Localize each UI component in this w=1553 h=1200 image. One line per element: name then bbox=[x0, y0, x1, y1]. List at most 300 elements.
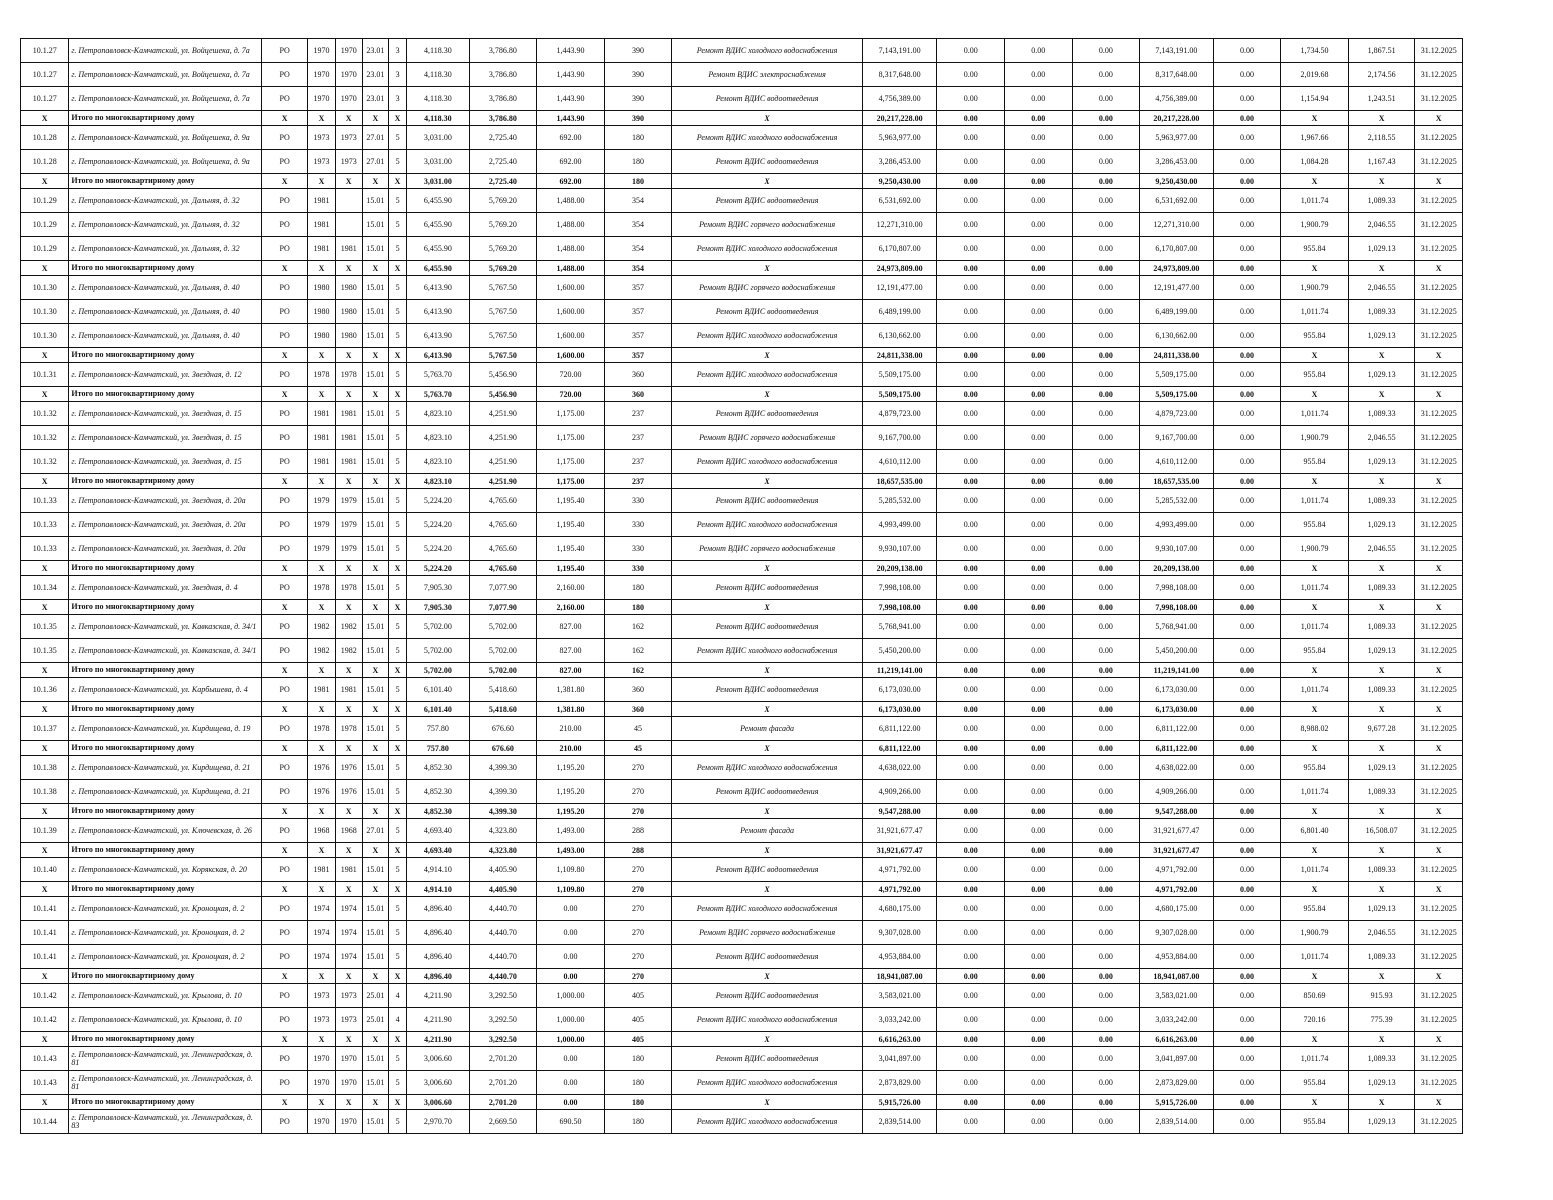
cell-work-type: Ремонт ВДИС водоотведения bbox=[672, 489, 863, 513]
cell-total-area: 5,224.20 bbox=[407, 561, 470, 576]
cell-floors: 4 bbox=[389, 984, 407, 1008]
cell-total-cost: 12,271,310.00 bbox=[862, 213, 937, 237]
cell-municipal-funds: 0.00 bbox=[1072, 489, 1140, 513]
cell-regional-funds: 0.00 bbox=[1005, 348, 1073, 363]
cell-owners-funds: 5,963,977.00 bbox=[1140, 126, 1214, 150]
cell-owner-method: РО bbox=[261, 678, 307, 702]
cell-completion-date: 31.12.2025 bbox=[1415, 984, 1463, 1008]
cell-nonresidential-area: 1,195.40 bbox=[537, 513, 605, 537]
cell-owners-funds: 20,209,138.00 bbox=[1140, 561, 1214, 576]
cell-work-type: X bbox=[672, 702, 863, 717]
cell-federal-funds: 0.00 bbox=[937, 843, 1005, 858]
cell-address: г. Петропавловск-Камчатский, ул. Звездная, д. 4 bbox=[69, 576, 262, 600]
cell-nonresidential-area: 1,600.00 bbox=[537, 324, 605, 348]
table-row bbox=[21, 363, 1463, 387]
table-row bbox=[21, 189, 1463, 213]
cell-unit-cost: 1,011.74 bbox=[1281, 189, 1349, 213]
cell-residential-area: 4,440.70 bbox=[469, 921, 537, 945]
cell-residential-area: 4,251.90 bbox=[469, 402, 537, 426]
cell-repair-deadline: 15.01 bbox=[362, 615, 388, 639]
cell-completion-date: X bbox=[1415, 600, 1463, 615]
cell-owners-funds: 6,811,122.00 bbox=[1140, 717, 1214, 741]
cell-address: Итого по многоквартирному дому bbox=[69, 348, 262, 363]
cell-address: г. Петропавловск-Камчатский, ул. Войцешека, д. 7а bbox=[69, 87, 262, 111]
table-row bbox=[21, 150, 1463, 174]
cell-work-type: Ремонт ВДИС горячего водоснабжения bbox=[672, 537, 863, 561]
cell-regional-funds: 0.00 bbox=[1005, 387, 1073, 402]
table-row bbox=[21, 126, 1463, 150]
cell-owners-funds: 2,873,829.00 bbox=[1140, 1071, 1214, 1095]
cell-owner-method: X bbox=[261, 1032, 307, 1047]
cell-work-type: X bbox=[672, 969, 863, 984]
cell-row-number: 10.1.28 bbox=[21, 150, 69, 174]
cell-other-funds: 0.00 bbox=[1213, 537, 1281, 561]
cell-owner-method: РО bbox=[261, 1110, 307, 1134]
cell-address: г. Петропавловск-Камчатский, ул. Ленинградская, д. 81 bbox=[69, 1047, 262, 1071]
cell-owners-funds: 3,583,021.00 bbox=[1140, 984, 1214, 1008]
cell-total-area: 6,455.90 bbox=[407, 189, 470, 213]
cell-municipal-funds: 0.00 bbox=[1072, 1071, 1140, 1095]
cell-floors: 5 bbox=[389, 237, 407, 261]
cell-residents-count: 360 bbox=[604, 387, 672, 402]
cell-year-commissioned: 1979 bbox=[335, 513, 362, 537]
cell-other-funds: 0.00 bbox=[1213, 1071, 1281, 1095]
cell-unit-cost: 1,084.28 bbox=[1281, 150, 1349, 174]
house-total-row bbox=[21, 474, 1463, 489]
cell-year-built: 1976 bbox=[308, 780, 335, 804]
cell-municipal-funds: 0.00 bbox=[1072, 348, 1140, 363]
cell-unit-cost: 1,900.79 bbox=[1281, 213, 1349, 237]
cell-residents-count: 270 bbox=[604, 780, 672, 804]
cell-completion-date: 31.12.2025 bbox=[1415, 237, 1463, 261]
cell-owner-method: РО bbox=[261, 921, 307, 945]
cell-other-funds: 0.00 bbox=[1213, 276, 1281, 300]
cell-residential-area: 7,077.90 bbox=[469, 600, 537, 615]
cell-federal-funds: 0.00 bbox=[937, 39, 1005, 63]
cell-total-cost: 6,489,199.00 bbox=[862, 300, 937, 324]
cell-municipal-funds: 0.00 bbox=[1072, 702, 1140, 717]
cell-total-area: 757.80 bbox=[407, 717, 470, 741]
cell-other-funds: 0.00 bbox=[1213, 513, 1281, 537]
cell-residential-area: 4,405.90 bbox=[469, 858, 537, 882]
house-total-row bbox=[21, 843, 1463, 858]
cell-year-commissioned: 1970 bbox=[335, 63, 362, 87]
cell-residents-count: 270 bbox=[604, 897, 672, 921]
cell-row-number: 10.1.30 bbox=[21, 276, 69, 300]
table-row bbox=[21, 639, 1463, 663]
cell-unit-cost: 1,900.79 bbox=[1281, 426, 1349, 450]
cell-residential-area: 4,323.80 bbox=[469, 819, 537, 843]
cell-max-unit-cost: 1,089.33 bbox=[1348, 945, 1415, 969]
cell-total-area: 4,896.40 bbox=[407, 897, 470, 921]
cell-federal-funds: 0.00 bbox=[937, 819, 1005, 843]
cell-year-built: 1981 bbox=[308, 402, 335, 426]
cell-nonresidential-area: 1,443.90 bbox=[537, 87, 605, 111]
cell-completion-date: 31.12.2025 bbox=[1415, 717, 1463, 741]
cell-regional-funds: 0.00 bbox=[1005, 39, 1073, 63]
cell-other-funds: 0.00 bbox=[1213, 561, 1281, 576]
cell-other-funds: 0.00 bbox=[1213, 945, 1281, 969]
cell-repair-deadline: X bbox=[362, 882, 388, 897]
cell-federal-funds: 0.00 bbox=[937, 1008, 1005, 1032]
cell-repair-deadline: 15.01 bbox=[362, 858, 388, 882]
cell-residents-count: 270 bbox=[604, 882, 672, 897]
cell-max-unit-cost: X bbox=[1348, 804, 1415, 819]
cell-owners-funds: 31,921,677.47 bbox=[1140, 819, 1214, 843]
cell-row-number: X bbox=[21, 111, 69, 126]
cell-total-area: 7,905.30 bbox=[407, 600, 470, 615]
cell-year-built: 1979 bbox=[308, 489, 335, 513]
cell-repair-deadline: X bbox=[362, 663, 388, 678]
cell-owner-method: X bbox=[261, 663, 307, 678]
cell-residents-count: 180 bbox=[604, 600, 672, 615]
cell-floors: 5 bbox=[389, 1071, 407, 1095]
table-row bbox=[21, 426, 1463, 450]
cell-residents-count: 180 bbox=[604, 1110, 672, 1134]
cell-regional-funds: 0.00 bbox=[1005, 261, 1073, 276]
cell-work-type: Ремонт ВДИС водоотведения bbox=[672, 87, 863, 111]
cell-total-cost: 9,930,107.00 bbox=[862, 537, 937, 561]
cell-other-funds: 0.00 bbox=[1213, 63, 1281, 87]
table-row bbox=[21, 1071, 1463, 1095]
cell-nonresidential-area: 1,381.80 bbox=[537, 702, 605, 717]
cell-year-commissioned: 1981 bbox=[335, 678, 362, 702]
cell-max-unit-cost: 1,167.43 bbox=[1348, 150, 1415, 174]
cell-work-type: X bbox=[672, 804, 863, 819]
cell-federal-funds: 0.00 bbox=[937, 213, 1005, 237]
cell-residents-count: 360 bbox=[604, 363, 672, 387]
cell-total-cost: 6,531,692.00 bbox=[862, 189, 937, 213]
cell-work-type: X bbox=[672, 561, 863, 576]
cell-other-funds: 0.00 bbox=[1213, 702, 1281, 717]
cell-federal-funds: 0.00 bbox=[937, 639, 1005, 663]
cell-floors: X bbox=[389, 702, 407, 717]
cell-regional-funds: 0.00 bbox=[1005, 363, 1073, 387]
cell-address: г. Петропавловск-Камчатский, ул. Войцешека, д. 7а bbox=[69, 63, 262, 87]
cell-residential-area: 5,456.90 bbox=[469, 387, 537, 402]
cell-owners-funds: 6,616,263.00 bbox=[1140, 1032, 1214, 1047]
cell-repair-deadline: X bbox=[362, 348, 388, 363]
cell-regional-funds: 0.00 bbox=[1005, 561, 1073, 576]
cell-total-cost: 3,286,453.00 bbox=[862, 150, 937, 174]
house-total-row bbox=[21, 561, 1463, 576]
cell-year-commissioned: 1980 bbox=[335, 276, 362, 300]
cell-unit-cost: 955.84 bbox=[1281, 324, 1349, 348]
cell-total-area: 4,852.30 bbox=[407, 780, 470, 804]
cell-residents-count: 237 bbox=[604, 474, 672, 489]
cell-work-type: X bbox=[672, 663, 863, 678]
cell-year-built: X bbox=[308, 1032, 335, 1047]
cell-unit-cost: 1,900.79 bbox=[1281, 537, 1349, 561]
cell-unit-cost: 1,011.74 bbox=[1281, 858, 1349, 882]
cell-repair-deadline: 15.01 bbox=[362, 489, 388, 513]
cell-completion-date: 31.12.2025 bbox=[1415, 921, 1463, 945]
cell-other-funds: 0.00 bbox=[1213, 1110, 1281, 1134]
cell-regional-funds: 0.00 bbox=[1005, 150, 1073, 174]
cell-year-commissioned bbox=[335, 213, 362, 237]
cell-regional-funds: 0.00 bbox=[1005, 702, 1073, 717]
cell-year-commissioned: X bbox=[335, 663, 362, 678]
cell-floors: 5 bbox=[389, 489, 407, 513]
cell-work-type: Ремонт ВДИС холодного водоснабжения bbox=[672, 897, 863, 921]
table-row bbox=[21, 984, 1463, 1008]
cell-completion-date: 31.12.2025 bbox=[1415, 858, 1463, 882]
cell-floors: 5 bbox=[389, 717, 407, 741]
cell-residents-count: 180 bbox=[604, 126, 672, 150]
cell-total-cost: 9,250,430.00 bbox=[862, 174, 937, 189]
table-row bbox=[21, 87, 1463, 111]
cell-owner-method: X bbox=[261, 387, 307, 402]
cell-year-commissioned: 1976 bbox=[335, 780, 362, 804]
cell-repair-deadline: X bbox=[362, 261, 388, 276]
cell-floors: 5 bbox=[389, 780, 407, 804]
cell-total-area: 6,101.40 bbox=[407, 702, 470, 717]
house-total-row bbox=[21, 741, 1463, 756]
cell-regional-funds: 0.00 bbox=[1005, 1071, 1073, 1095]
cell-work-type: X bbox=[672, 474, 863, 489]
cell-owners-funds: 4,971,792.00 bbox=[1140, 882, 1214, 897]
cell-federal-funds: 0.00 bbox=[937, 741, 1005, 756]
cell-regional-funds: 0.00 bbox=[1005, 213, 1073, 237]
cell-regional-funds: 0.00 bbox=[1005, 678, 1073, 702]
cell-unit-cost: 1,011.74 bbox=[1281, 489, 1349, 513]
cell-residential-area: 3,786.80 bbox=[469, 39, 537, 63]
cell-year-built: 1974 bbox=[308, 921, 335, 945]
cell-work-type: Ремонт ВДИС водоотведения bbox=[672, 150, 863, 174]
cell-residential-area: 3,292.50 bbox=[469, 1008, 537, 1032]
cell-total-area: 4,823.10 bbox=[407, 450, 470, 474]
cell-year-commissioned: 1978 bbox=[335, 717, 362, 741]
cell-regional-funds: 0.00 bbox=[1005, 1047, 1073, 1071]
cell-total-cost: 4,993,499.00 bbox=[862, 513, 937, 537]
cell-year-commissioned: X bbox=[335, 261, 362, 276]
cell-total-area: 4,823.10 bbox=[407, 474, 470, 489]
cell-year-commissioned: 1973 bbox=[335, 126, 362, 150]
cell-year-commissioned: X bbox=[335, 702, 362, 717]
cell-row-number: 10.1.31 bbox=[21, 363, 69, 387]
cell-residential-area: 4,399.30 bbox=[469, 780, 537, 804]
cell-completion-date: X bbox=[1415, 843, 1463, 858]
cell-floors: 5 bbox=[389, 450, 407, 474]
cell-completion-date: 31.12.2025 bbox=[1415, 1071, 1463, 1095]
cell-row-number: 10.1.29 bbox=[21, 189, 69, 213]
cell-work-type: X bbox=[672, 387, 863, 402]
cell-regional-funds: 0.00 bbox=[1005, 663, 1073, 678]
cell-municipal-funds: 0.00 bbox=[1072, 189, 1140, 213]
cell-owner-method: РО bbox=[261, 780, 307, 804]
cell-work-type: Ремонт фасада bbox=[672, 819, 863, 843]
cell-year-commissioned: 1970 bbox=[335, 1047, 362, 1071]
house-total-row bbox=[21, 1095, 1463, 1110]
cell-owners-funds: 4,756,389.00 bbox=[1140, 87, 1214, 111]
cell-unit-cost: 1,011.74 bbox=[1281, 678, 1349, 702]
cell-repair-deadline: 15.01 bbox=[362, 921, 388, 945]
cell-unit-cost: 955.84 bbox=[1281, 363, 1349, 387]
table-row bbox=[21, 513, 1463, 537]
cell-address: Итого по многоквартирному дому bbox=[69, 474, 262, 489]
cell-row-number: 10.1.33 bbox=[21, 537, 69, 561]
cell-row-number: X bbox=[21, 741, 69, 756]
cell-owners-funds: 5,285,532.00 bbox=[1140, 489, 1214, 513]
cell-repair-deadline: 15.01 bbox=[362, 1047, 388, 1071]
cell-owners-funds: 6,173,030.00 bbox=[1140, 702, 1214, 717]
cell-owners-funds: 6,130,662.00 bbox=[1140, 324, 1214, 348]
cell-total-cost: 9,307,028.00 bbox=[862, 921, 937, 945]
cell-residential-area: 2,701.20 bbox=[469, 1095, 537, 1110]
cell-address: г. Петропавловск-Камчатский, ул. Ленинградская, д. 81 bbox=[69, 1071, 262, 1095]
cell-total-area: 6,455.90 bbox=[407, 213, 470, 237]
house-total-row bbox=[21, 663, 1463, 678]
cell-repair-deadline: X bbox=[362, 1095, 388, 1110]
cell-total-area: 4,211.90 bbox=[407, 1008, 470, 1032]
cell-floors: 5 bbox=[389, 819, 407, 843]
cell-floors: X bbox=[389, 1032, 407, 1047]
cell-total-cost: 8,317,648.00 bbox=[862, 63, 937, 87]
cell-other-funds: 0.00 bbox=[1213, 804, 1281, 819]
cell-unit-cost: X bbox=[1281, 882, 1349, 897]
cell-work-type: X bbox=[672, 348, 863, 363]
cell-max-unit-cost: X bbox=[1348, 561, 1415, 576]
cell-municipal-funds: 0.00 bbox=[1072, 843, 1140, 858]
cell-repair-deadline: 23.01 bbox=[362, 87, 388, 111]
cell-other-funds: 0.00 bbox=[1213, 87, 1281, 111]
cell-completion-date: 31.12.2025 bbox=[1415, 63, 1463, 87]
cell-year-commissioned: 1970 bbox=[335, 87, 362, 111]
cell-repair-deadline: 15.01 bbox=[362, 576, 388, 600]
cell-work-type: Ремонт ВДИС холодного водоснабжения bbox=[672, 126, 863, 150]
cell-total-area: 4,211.90 bbox=[407, 984, 470, 1008]
cell-other-funds: 0.00 bbox=[1213, 678, 1281, 702]
cell-owners-funds: 4,680,175.00 bbox=[1140, 897, 1214, 921]
cell-owners-funds: 18,657,535.00 bbox=[1140, 474, 1214, 489]
cell-owners-funds: 7,143,191.00 bbox=[1140, 39, 1214, 63]
cell-completion-date: 31.12.2025 bbox=[1415, 780, 1463, 804]
cell-max-unit-cost: 9,677.28 bbox=[1348, 717, 1415, 741]
cell-nonresidential-area: 1,488.00 bbox=[537, 261, 605, 276]
cell-max-unit-cost: 2,046.55 bbox=[1348, 537, 1415, 561]
cell-total-cost: 5,509,175.00 bbox=[862, 387, 937, 402]
cell-nonresidential-area: 1,000.00 bbox=[537, 1032, 605, 1047]
cell-residents-count: 237 bbox=[604, 450, 672, 474]
cell-residential-area: 5,769.20 bbox=[469, 189, 537, 213]
cell-unit-cost: 955.84 bbox=[1281, 1110, 1349, 1134]
cell-residential-area: 2,725.40 bbox=[469, 174, 537, 189]
cell-total-area: 5,224.20 bbox=[407, 489, 470, 513]
cell-other-funds: 0.00 bbox=[1213, 489, 1281, 513]
cell-total-cost: 6,811,122.00 bbox=[862, 741, 937, 756]
cell-total-area: 4,852.30 bbox=[407, 756, 470, 780]
cell-residential-area: 4,765.60 bbox=[469, 513, 537, 537]
cell-other-funds: 0.00 bbox=[1213, 324, 1281, 348]
cell-year-built: X bbox=[308, 741, 335, 756]
cell-year-built: X bbox=[308, 174, 335, 189]
cell-year-built: 1970 bbox=[308, 63, 335, 87]
cell-total-cost: 4,953,884.00 bbox=[862, 945, 937, 969]
cell-row-number: 10.1.29 bbox=[21, 213, 69, 237]
cell-max-unit-cost: X bbox=[1348, 702, 1415, 717]
cell-year-built: 1980 bbox=[308, 324, 335, 348]
cell-federal-funds: 0.00 bbox=[937, 1071, 1005, 1095]
cell-max-unit-cost: 1,089.33 bbox=[1348, 489, 1415, 513]
cell-federal-funds: 0.00 bbox=[937, 702, 1005, 717]
cell-total-cost: 6,173,030.00 bbox=[862, 678, 937, 702]
cell-repair-deadline: X bbox=[362, 843, 388, 858]
cell-address: Итого по многоквартирному дому bbox=[69, 804, 262, 819]
cell-repair-deadline: 15.01 bbox=[362, 639, 388, 663]
cell-floors: 5 bbox=[389, 150, 407, 174]
cell-owner-method: РО bbox=[261, 189, 307, 213]
cell-repair-deadline: 15.01 bbox=[362, 402, 388, 426]
cell-floors: 5 bbox=[389, 276, 407, 300]
house-total-row bbox=[21, 804, 1463, 819]
cell-row-number: 10.1.44 bbox=[21, 1110, 69, 1134]
cell-year-commissioned: 1973 bbox=[335, 984, 362, 1008]
cell-residents-count: 390 bbox=[604, 87, 672, 111]
cell-owners-funds: 4,909,266.00 bbox=[1140, 780, 1214, 804]
cell-row-number: 10.1.33 bbox=[21, 489, 69, 513]
cell-max-unit-cost: 2,174.56 bbox=[1348, 63, 1415, 87]
table-row bbox=[21, 780, 1463, 804]
cell-residents-count: 270 bbox=[604, 804, 672, 819]
cell-work-type: Ремонт ВДИС водоотведения bbox=[672, 984, 863, 1008]
cell-work-type: Ремонт ВДИС холодного водоснабжения bbox=[672, 756, 863, 780]
cell-owner-method: РО bbox=[261, 537, 307, 561]
cell-year-built: 1974 bbox=[308, 945, 335, 969]
cell-row-number: 10.1.38 bbox=[21, 756, 69, 780]
cell-municipal-funds: 0.00 bbox=[1072, 237, 1140, 261]
cell-federal-funds: 0.00 bbox=[937, 402, 1005, 426]
cell-unit-cost: 1,900.79 bbox=[1281, 276, 1349, 300]
cell-nonresidential-area: 1,195.40 bbox=[537, 489, 605, 513]
cell-total-area: 6,455.90 bbox=[407, 261, 470, 276]
cell-repair-deadline: 15.01 bbox=[362, 513, 388, 537]
cell-repair-deadline: 27.01 bbox=[362, 126, 388, 150]
cell-total-cost: 6,170,807.00 bbox=[862, 237, 937, 261]
cell-owners-funds: 5,509,175.00 bbox=[1140, 363, 1214, 387]
cell-year-built: X bbox=[308, 882, 335, 897]
cell-municipal-funds: 0.00 bbox=[1072, 261, 1140, 276]
table-row bbox=[21, 300, 1463, 324]
table-row bbox=[21, 213, 1463, 237]
cell-nonresidential-area: 1,109.80 bbox=[537, 858, 605, 882]
cell-repair-deadline: X bbox=[362, 387, 388, 402]
cell-repair-deadline: 15.01 bbox=[362, 324, 388, 348]
cell-owners-funds: 4,971,792.00 bbox=[1140, 858, 1214, 882]
cell-residents-count: 270 bbox=[604, 969, 672, 984]
cell-total-area: 4,896.40 bbox=[407, 969, 470, 984]
cell-unit-cost: 1,011.74 bbox=[1281, 780, 1349, 804]
cell-owners-funds: 2,839,514.00 bbox=[1140, 1110, 1214, 1134]
cell-floors: X bbox=[389, 474, 407, 489]
cell-year-built: X bbox=[308, 843, 335, 858]
cell-floors: 5 bbox=[389, 324, 407, 348]
cell-total-area: 6,101.40 bbox=[407, 678, 470, 702]
table-row bbox=[21, 678, 1463, 702]
cell-address: Итого по многоквартирному дому bbox=[69, 702, 262, 717]
cell-owner-method: РО bbox=[261, 324, 307, 348]
cell-federal-funds: 0.00 bbox=[937, 189, 1005, 213]
cell-max-unit-cost: 1,029.13 bbox=[1348, 897, 1415, 921]
cell-nonresidential-area: 1,175.00 bbox=[537, 474, 605, 489]
cell-repair-deadline: 15.01 bbox=[362, 300, 388, 324]
cell-federal-funds: 0.00 bbox=[937, 921, 1005, 945]
cell-unit-cost: X bbox=[1281, 600, 1349, 615]
cell-repair-deadline: X bbox=[362, 804, 388, 819]
cell-residential-area: 2,725.40 bbox=[469, 150, 537, 174]
cell-unit-cost: X bbox=[1281, 474, 1349, 489]
cell-year-commissioned: 1982 bbox=[335, 639, 362, 663]
cell-total-cost: 4,909,266.00 bbox=[862, 780, 937, 804]
